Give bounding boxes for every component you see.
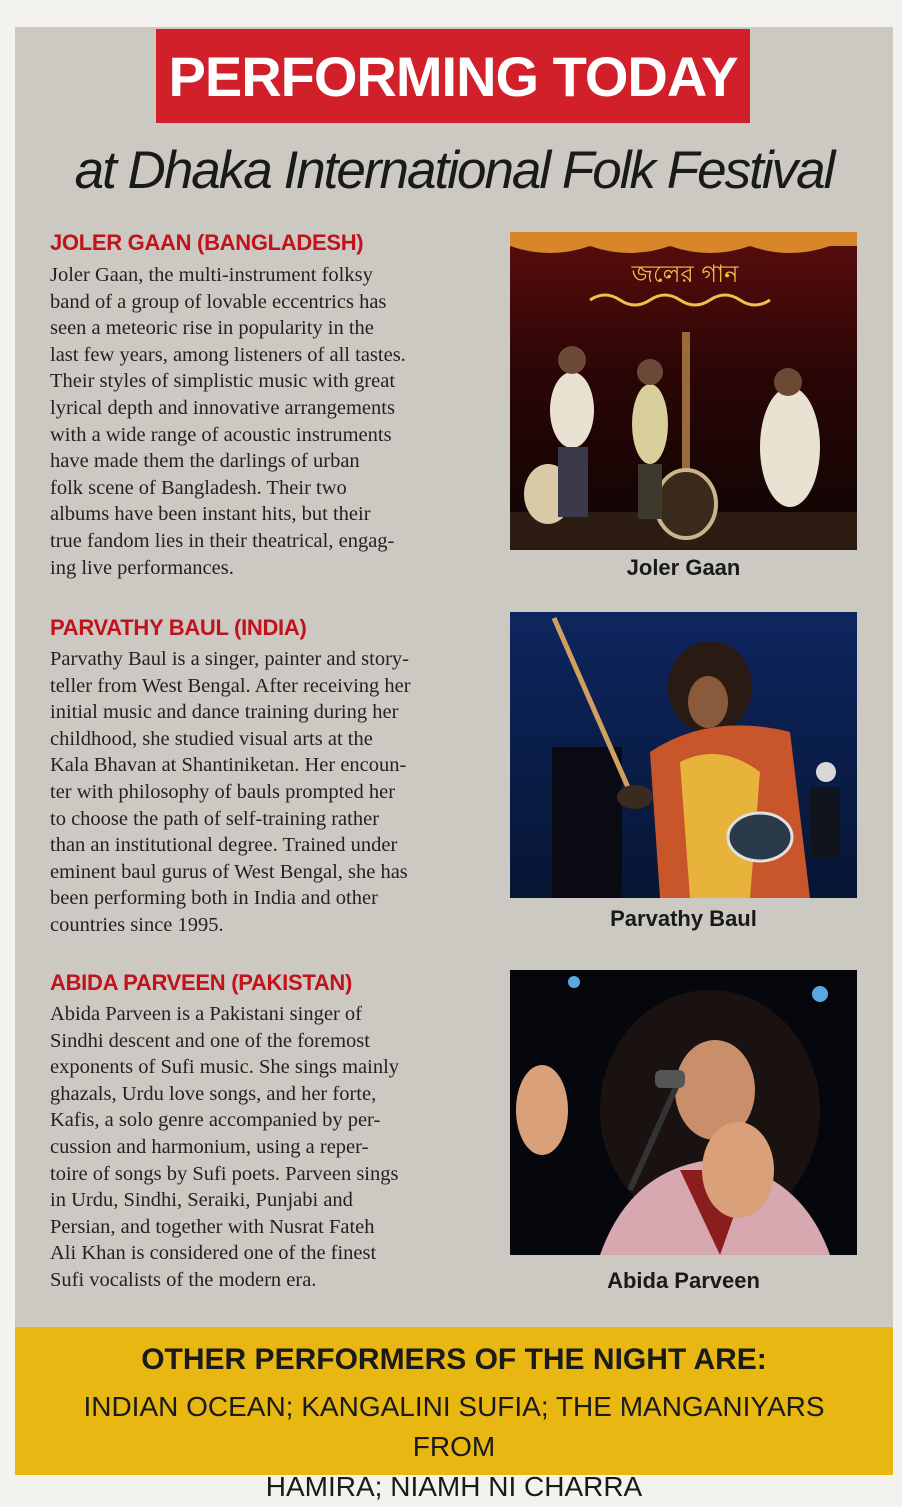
body-line: true fandom lies in their theatrical, engag-: [50, 529, 395, 552]
body-line: cussion and harmonium, using a reper-: [50, 1135, 369, 1158]
photo-parvathy-baul: [510, 612, 857, 898]
body-line: Kala Bhavan at Shantiniketan. Her encoun-: [50, 754, 407, 777]
body-line: exponents of Sufi music. She sings mainly: [50, 1056, 400, 1079]
body-line: been performing both in India and other: [50, 887, 378, 910]
caption-abida-parveen: Abida Parveen: [607, 1268, 760, 1293]
body-line: Their styles of simplistic music with great: [50, 370, 396, 393]
body-line: Kafis, a solo genre accompanied by per-: [50, 1109, 381, 1132]
section-body-joler-gaan: [50, 262, 490, 581]
body-line: with a wide range of acoustic instruments: [50, 423, 392, 446]
caption-joler-gaan: Joler Gaan: [626, 555, 741, 580]
section-body-parvathy-baul: [50, 646, 490, 939]
other-performers-line: INDIAN OCEAN; KANGALINI SUFIA; THE MANGANIYARS FROM: [83, 1391, 825, 1462]
body-line: to choose the path of self-training rather: [50, 807, 380, 830]
body-line: childhood, she studied visual arts at the: [50, 727, 373, 750]
body-line: ter with philosophy of bauls prompted her: [50, 780, 396, 803]
body-line: Joler Gaan, the multi-instrument folksy: [50, 264, 373, 286]
body-line: initial music and dance training during her: [50, 701, 399, 724]
body-line: ghazals, Urdu love songs, and her forte,: [50, 1082, 377, 1105]
section-title-abida-parveen: ABIDA PARVEEN (PAKISTAN): [50, 970, 353, 995]
caption-parvathy-baul: Parvathy Baul: [610, 906, 757, 931]
body-line: in Urdu, Sindhi, Seraiki, Punjabi and: [50, 1189, 353, 1212]
body-line: Abida Parveen is a Pakistani singer of: [50, 1003, 362, 1025]
body-line: have made them the darlings of urban: [50, 450, 360, 473]
body-line: Persian, and together with Nusrat Fateh: [50, 1215, 375, 1238]
body-line: Sindhi descent and one of the foremost: [50, 1029, 370, 1052]
body-line: than an institutional degree. Trained under: [50, 834, 398, 857]
photo-parvathy-baul-illustration: [510, 612, 857, 898]
performing-today-banner: PERFORMING TODAY: [156, 29, 750, 123]
section-body-abida-parveen: [50, 1001, 490, 1294]
body-line: teller from West Bengal. After receiving her: [50, 674, 411, 697]
photo-joler-gaan-illustration: [510, 232, 857, 550]
photo-abida-parveen: [510, 970, 857, 1255]
body-line: Parvathy Baul is a singer, painter and story-: [50, 648, 409, 670]
other-performers-title: OTHER PERFORMERS OF THE NIGHT ARE:: [141, 1343, 767, 1376]
section-title-parvathy-baul: PARVATHY BAUL (INDIA): [50, 615, 307, 640]
body-line: Sufi vocalists of the modern era.: [50, 1268, 317, 1291]
other-performers-list: [55, 1387, 853, 1507]
festival-subtitle: at Dhaka International Folk Festival: [74, 141, 834, 200]
body-line: lyrical depth and innovative arrangements: [50, 396, 395, 419]
body-line: last few years, among listeners of all tastes.: [50, 343, 406, 366]
body-line: seen a meteoric rise in popularity in the: [50, 317, 374, 340]
body-line: eminent baul gurus of West Bengal, she has: [50, 860, 408, 883]
body-line: albums have been instant hits, but their: [50, 503, 371, 526]
other-performers-box: [15, 1327, 893, 1502]
body-line: band of a group of lovable eccentrics has: [50, 290, 387, 313]
section-title-joler-gaan: JOLER GAAN (BANGLADESH): [50, 230, 364, 255]
body-line: ing live performances.: [50, 556, 234, 579]
body-line: folk scene of Bangladesh. Their two: [50, 476, 347, 499]
body-line: Ali Khan is considered one of the finest: [50, 1242, 377, 1265]
body-line: toire of songs by Sufi poets. Parveen sings: [50, 1162, 399, 1185]
photo-sign-text: জলের গান: [631, 260, 739, 288]
other-performers-line: HAMIRA; NIAMH NI CHARRA: [265, 1471, 643, 1502]
photo-abida-parveen-illustration: [510, 970, 857, 1255]
body-line: countries since 1995.: [50, 913, 224, 936]
photo-joler-gaan: [510, 232, 857, 550]
